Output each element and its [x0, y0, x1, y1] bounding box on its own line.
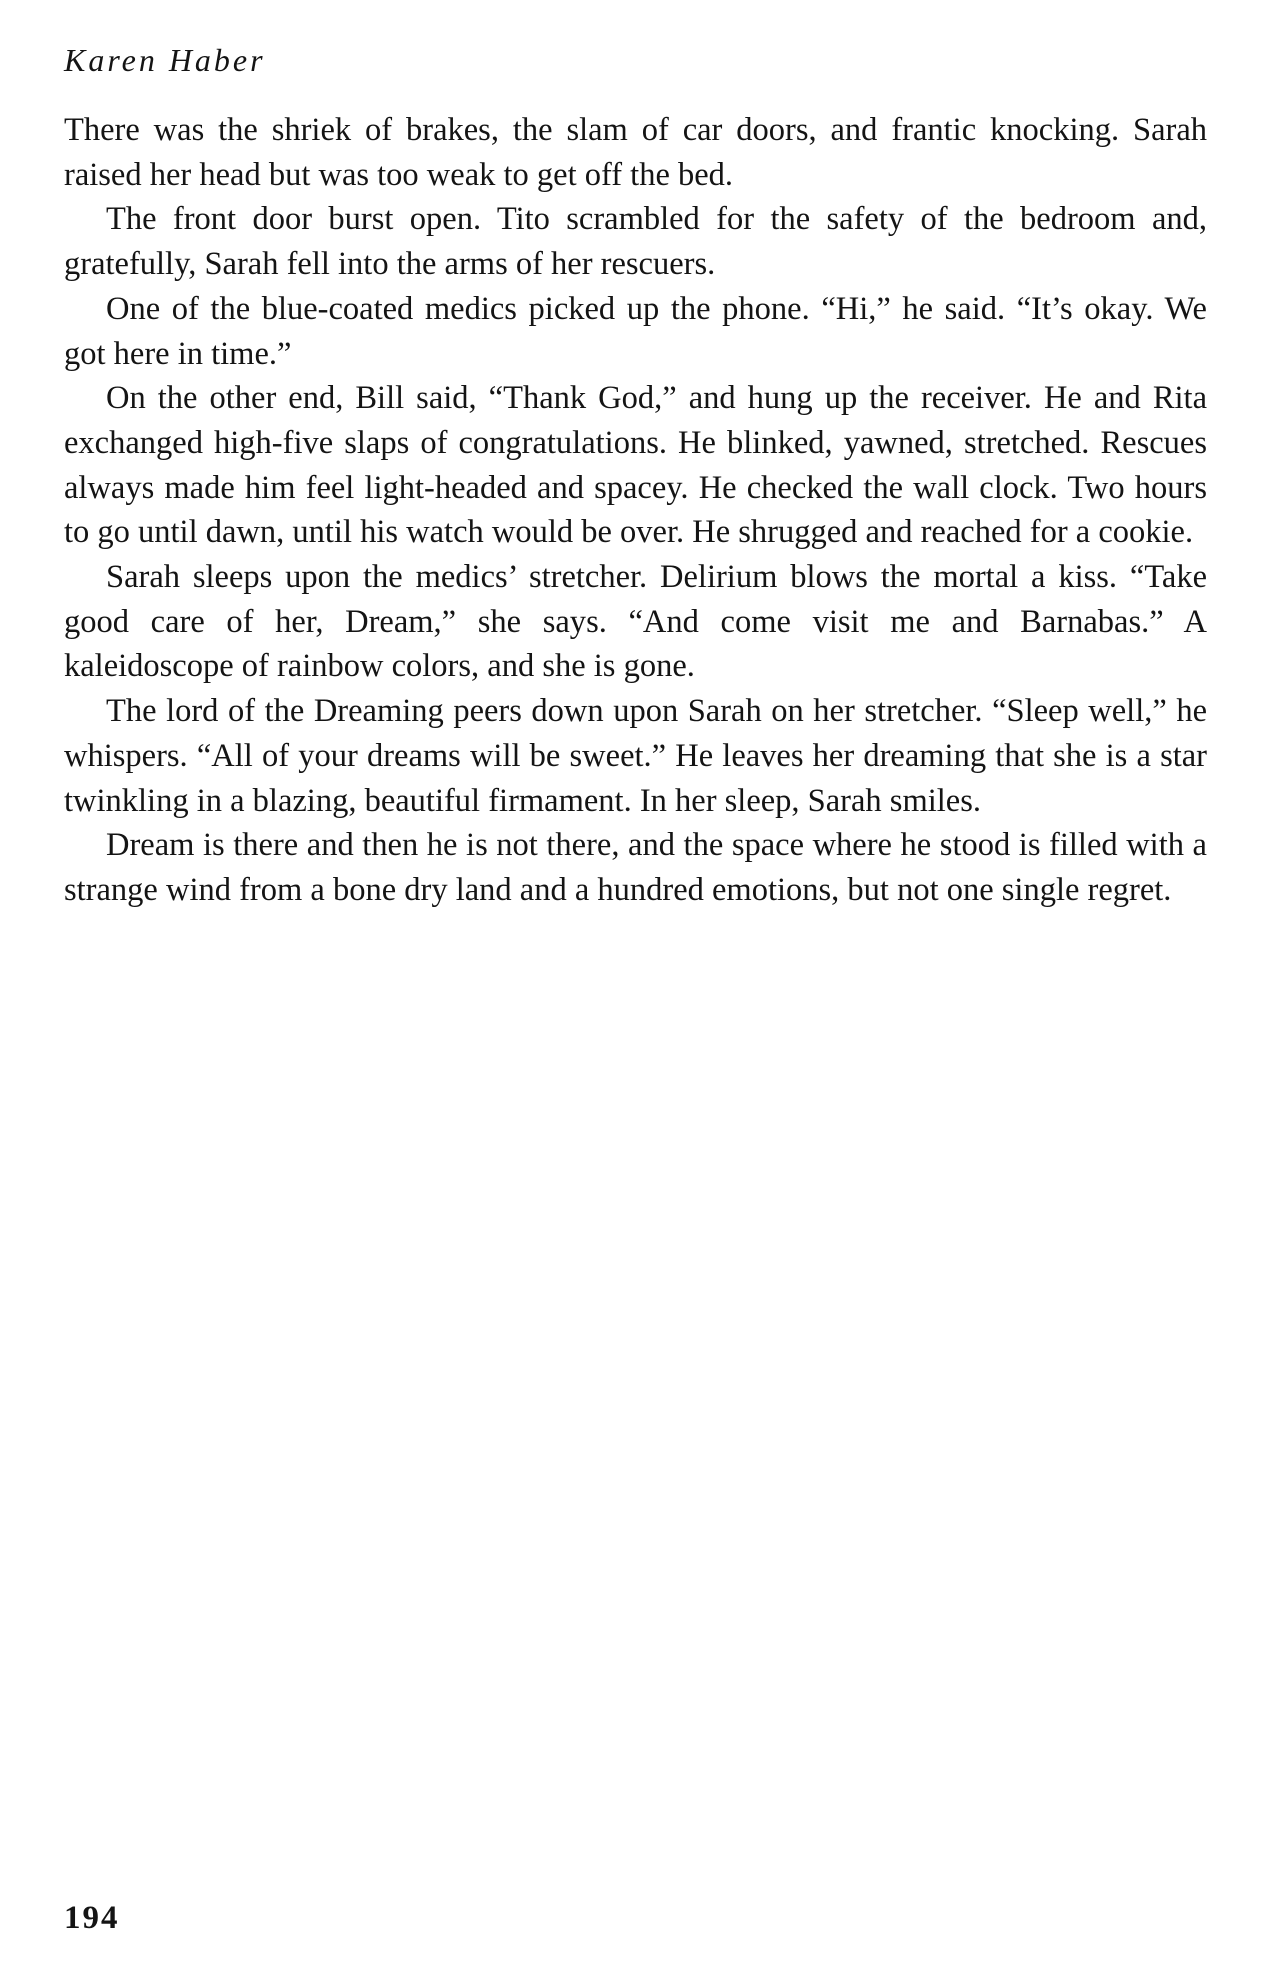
paragraph: On the other end, Bill said, “Thank God,” and hung up the receiver. He and Rita exchanged high-five slaps of congratulations. He blinked, yawned, stretched. Rescues always made him feel light-headed and spacey. He checked the wall clock. Two hours to go until dawn, until his watch would be over. He shrugged and reached for a cookie. — [64, 380, 1207, 551]
paragraph: Dream is there and then he is not there, and the space where he stood is filled with a strange wind from a bone dry land and a hundred emotions, but not one single regret. — [64, 827, 1207, 908]
paragraph: One of the blue-coated medics picked up the phone. “Hi,” he said. “It’s okay. We got here in time.” — [64, 290, 1207, 372]
paragraph: The lord of the Dreaming peers down upon Sarah on her stretcher. “Sleep well,” he whispers. “All of your dreams will be sweet.” He leaves her dreaming that she is a star twinkling in a blazing, beautiful firmament. In her sleep, Sarah smiles. — [64, 693, 1207, 819]
paragraph: The front door burst open. Tito scrambled for the safety of the bedroom and, gratefully, Sarah fell into the arms of her rescuers. — [64, 201, 1207, 283]
paragraph: There was the shriek of brakes, the slam of car doors, and frantic knocking. Sarah raised her head but was too weak to get off the bed. — [64, 112, 1207, 193]
paragraph: Sarah sleeps upon the medics’ stretcher. Delirium blows the mortal a kiss. “Take good care of her, Dream,” she says. “And come visit me and Barnabas.” A kaleidoscope of rainbow colors, and she is gone. — [64, 559, 1207, 685]
running-head-author: Karen Haber — [64, 42, 266, 78]
page-number: 194 — [64, 1900, 120, 1936]
body-text — [64, 108, 1207, 913]
